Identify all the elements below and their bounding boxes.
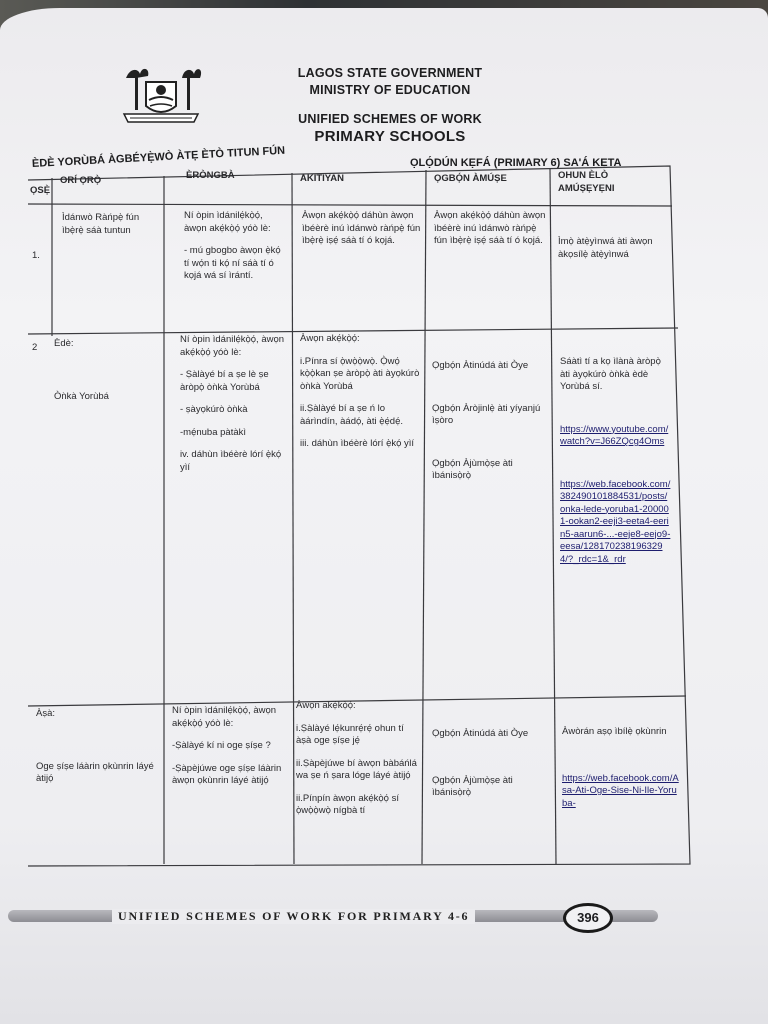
lagos-crest-icon [116, 60, 206, 130]
col-header-erongba: ÈRÒNGBÀ [186, 170, 235, 181]
col-header-ogbon: ỌGBỌ́N ÀMÚṢE [434, 173, 507, 184]
class-term: ỌLỌ́DÚN KẸFÁ (PRIMARY 6) SA'Á KẸTA [410, 157, 622, 169]
facebook-link-asa[interactable]: https://web.facebook.com/Asa-Ati-Oge-Sise-Ni-Ile-Yoruba- [562, 772, 679, 809]
row2-topic: Èdè: Òǹkà Yorùbá [54, 338, 109, 402]
header-government: LAGOS STATE GOVERNMENT [297, 66, 483, 80]
col-header-akitiyan: AKITIYAN [300, 173, 344, 184]
row3-topic: Àṣà: Oge ṣíṣe láàrin ọkùnrin láyé àtijọ́ [36, 708, 154, 784]
header-primary-schools: PRIMARY SCHOOLS [314, 128, 466, 145]
row2-week: 2 [32, 342, 38, 353]
row2-activities: Àwọn akẹ́kọ̀ọ́: i.Pínra sí ọ̀wọ̀ọ̀wọ̀. Ọ̀wọ́ kọ̀ọ̀kan ṣe àròpọ̀ àti àyọkúrò òǹkà Yorùbá ii.Ṣàlàyé bí a ṣe ń lo àárìndín, àádọ́, àti ẹ̀ẹ́dẹ́. iii. dáhùn ìbéèrè lórí ẹ̀kọ́ yìí [300, 333, 420, 449]
header-schemes: UNIFIED SCHEMES OF WORK [298, 112, 482, 126]
col-header-ori-oro: ORÍ ỌRỌ̀ [60, 175, 102, 186]
row3-resources: Àwòrán aṣọ ìbílẹ̀ ọkùnrin https://web.facebook.com/Asa-Ati-Oge-Sise-Ni-Ile-Yoruba- [562, 726, 679, 809]
row3-activities: Àwọn akẹ́kọ̀ọ́: i.Ṣàlàyé lẹ́kunrẹ́rẹ́ ohun tí àṣà oge ṣíṣe jẹ́ ii.Ṣàpèjúwe bí àwọn bàbáńlá wa ṣe ń ṣara lóge láyé àtijọ́ ii.Pínpín àwọn akẹ́kọ̀ọ́ sí ọ̀wọ̀ọ̀wọ̀ nígbà tí [296, 700, 417, 816]
row1-objectives: Ní òpin ìdánilẹ́kọ̀ọ́, àwọn akẹ́kọ̀ọ́ yóò lè: - mú gbogbo àwọn ẹ̀kọ́ tí wọ́n ti kọ́ ní sáà tí ó kọjá wá sí ìrántí. [184, 210, 281, 281]
row1-week: 1. [32, 250, 40, 261]
row3-objectives: Ní òpin ìdánilẹ́kọ̀ọ́, àwọn akẹ́kọ̀ọ́ yóò lè: -Ṣàlàyé kí ni oge ṣíṣe ? -Ṣàpèjúwe oge ṣíṣe láàrin àwọn ọkùnrin láyé àtijọ́ [172, 705, 282, 786]
col-header-ose: ỌSẸ̀ [30, 185, 51, 196]
subject-title: ÈDÈ YORÙBÁ ÀGBÉYẸ̀WÒ ÀTẸ ÈTÒ TITUN FÚN [31, 144, 286, 170]
row3-skills: Ọgbọ́n Àtinúdá àti Òye Ọgbọ́n Àjùmọ̀ṣe àti ìbánisọ̀rọ̀ [432, 728, 529, 798]
footer-title: UNIFIED SCHEMES OF WORK FOR PRIMARY 4-6 [112, 909, 475, 924]
row1-resources: Ìmọ̀ àtẹ̀yìnwá àti àwọn àkọsílẹ̀ àtẹ̀yìnwá [558, 236, 653, 260]
header-ministry: MINISTRY OF EDUCATION [309, 83, 471, 97]
col-header-ohun-elo: OHUN ÈLÒ [558, 170, 609, 181]
row1-skills: Àwọn akẹ́kọ̀ọ́ dáhùn àwọn ìbéèrè inú ìdánwò ràńpẹ̀ fún ìbẹ̀rẹ̀ iṣẹ́ sáà tí ó kọjá. [434, 210, 546, 246]
youtube-link[interactable]: https://www.youtube.com/watch?v=J66ZQcg4Oms [560, 423, 669, 447]
row1-topic: Ìdánwò Ràńpẹ̀ fún ìbẹ̀rẹ̀ sáà tuntun [62, 212, 140, 236]
facebook-link-onka[interactable]: https://web.facebook.com/382490101884531/posts/onka-lede-yoruba1-200001-ookan2-eeji3-eeta4-eerin5-aarun6-...-eeje8-eejo9-eesa/1281702381963294/?_rdc=1&_rdr [560, 478, 671, 565]
row2-skills: Ọgbọ́n Àtinúdá àti Òye Ọgbọ́n Àròjinlẹ̀ àti yíyanjú ìṣòro Ọgbọ́n Àjùmọ̀ṣe àti ìbánisọ̀rọ̀ [432, 360, 541, 481]
col-header-amuseyeni: AMÚṢẸYẸNI [558, 183, 615, 194]
row2-resources: Sáàtì tí a kọ ìlànà àròpọ̀ àti àyọkúrò òǹkà èdè Yorùbá sí. https://www.youtube.com/watch?v=J66ZQcg4Oms https://web.facebook.com/382490101884531/posts/onka-lede-yoruba1-200001-ookan2-eeji3-eeta4-eerin5-aarun6-...-eeje8-eejo9-eesa/1281702381963294/?_rdc=1&_rdr [560, 356, 671, 565]
row1-activities: Àwọn akẹ́kọ̀ọ́ dáhùn àwọn ìbéèrè inú ìdánwò ràńpẹ̀ fún ìbẹ̀rẹ̀ iṣẹ́ sáà tí ó kọjá. [302, 210, 421, 246]
row2-objectives: Ní òpin ìdánilẹ́kọ̀ọ́, àwọn akẹ́kọ̀ọ́ yóò lè: - Ṣàlàyé bí a ṣe lè ṣe àròpọ̀ òǹkà Yorùbá - ṣàyọkúrò òǹkà -mẹ́nuba pàtàkì iv. dáhùn ìbéèrè lórí ẹ̀kọ́ yìí [180, 334, 285, 473]
page-number: 396 [563, 903, 613, 933]
